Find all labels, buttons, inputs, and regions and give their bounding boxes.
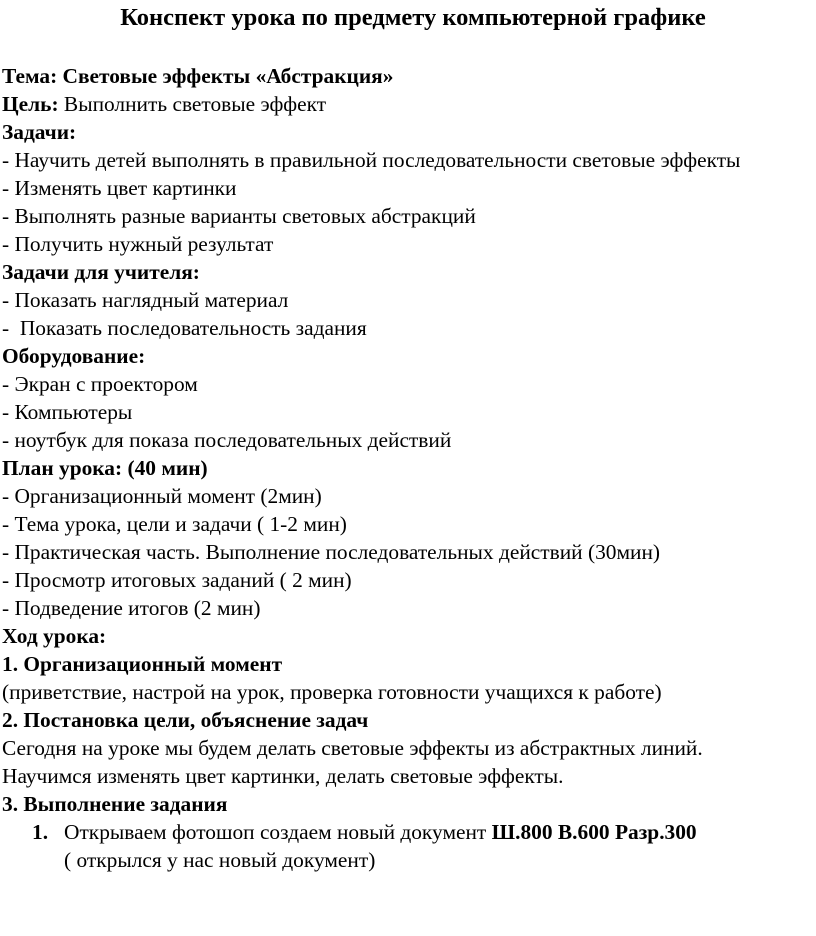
document-title: Конспект урока по предмету компьютерной графике [120,4,706,31]
plan-item: - Просмотр итоговых заданий ( 2 мин) [2,568,352,592]
list-item-text: Открываем фотошоп создаем новый документ [64,820,492,844]
tasks-heading: Задачи: [2,120,77,144]
plan-item: - Практическая часть. Выполнение последовательных действий (30мин) [2,540,661,564]
teacher-task-item: - Показать наглядный материал [2,288,289,312]
list-item-first-line [64,818,808,846]
plan-item: - Подведение итогов (2 мин) [2,596,261,620]
plan-item: - Тема урока, цели и задачи ( 1-2 мин) [2,512,347,536]
equipment-item: - ноутбук для показа последовательных действий [2,428,452,452]
list-item-content [64,818,808,874]
teacher-tasks-heading: Задачи для учителя: [2,260,200,284]
teacher-task-item: - Показать последовательность задания [2,316,367,340]
task-item: - Выполнять разные варианты световых абстракций [2,204,476,228]
document-page [0,4,816,936]
step3-heading: 3. Выполнение задания [2,792,228,816]
step3-list-item [2,818,808,874]
equipment-item: - Компьютеры [2,400,133,424]
task-item: - Получить нужный результат [2,232,274,256]
plan-item: - Организационный момент (2мин) [2,484,322,508]
document-body [2,62,808,874]
plan-heading: План урока: (40 мин) [2,456,208,480]
goal-line [2,90,808,118]
step1-text: (приветствие, настрой на урок, проверка готовности учащихся к работе) [2,680,662,704]
course-heading: Ход урока: [2,624,107,648]
equipment-item: - Экран с проектором [2,372,198,396]
step2-text-line: Сегодня на уроке мы будем делать световые эффекты из абстрактных линий. [2,736,703,760]
task-item: - Изменять цвет картинки [2,176,237,200]
document-params: Ш.800 В.600 Разр.300 [491,820,697,844]
step1-heading: 1. Организационный момент [2,652,283,676]
equipment-heading: Оборудование: [2,344,146,368]
list-number: 1. [32,820,49,844]
topic-line: Тема: Световые эффекты «Абстракция» [2,64,394,88]
goal-label: Цель: [2,92,59,116]
list-item-continuation: ( открылся у нас новый документ) [64,848,376,872]
step2-heading: 2. Постановка цели, объяснение задач [2,708,369,732]
goal-text: Выполнить световые эффект [58,92,327,116]
step2-text-line: Научимся изменять цвет картинки, делать световые эффекты. [2,764,564,788]
task-item: - Научить детей выполнять в правильной последовательности световые эффекты [2,148,741,172]
